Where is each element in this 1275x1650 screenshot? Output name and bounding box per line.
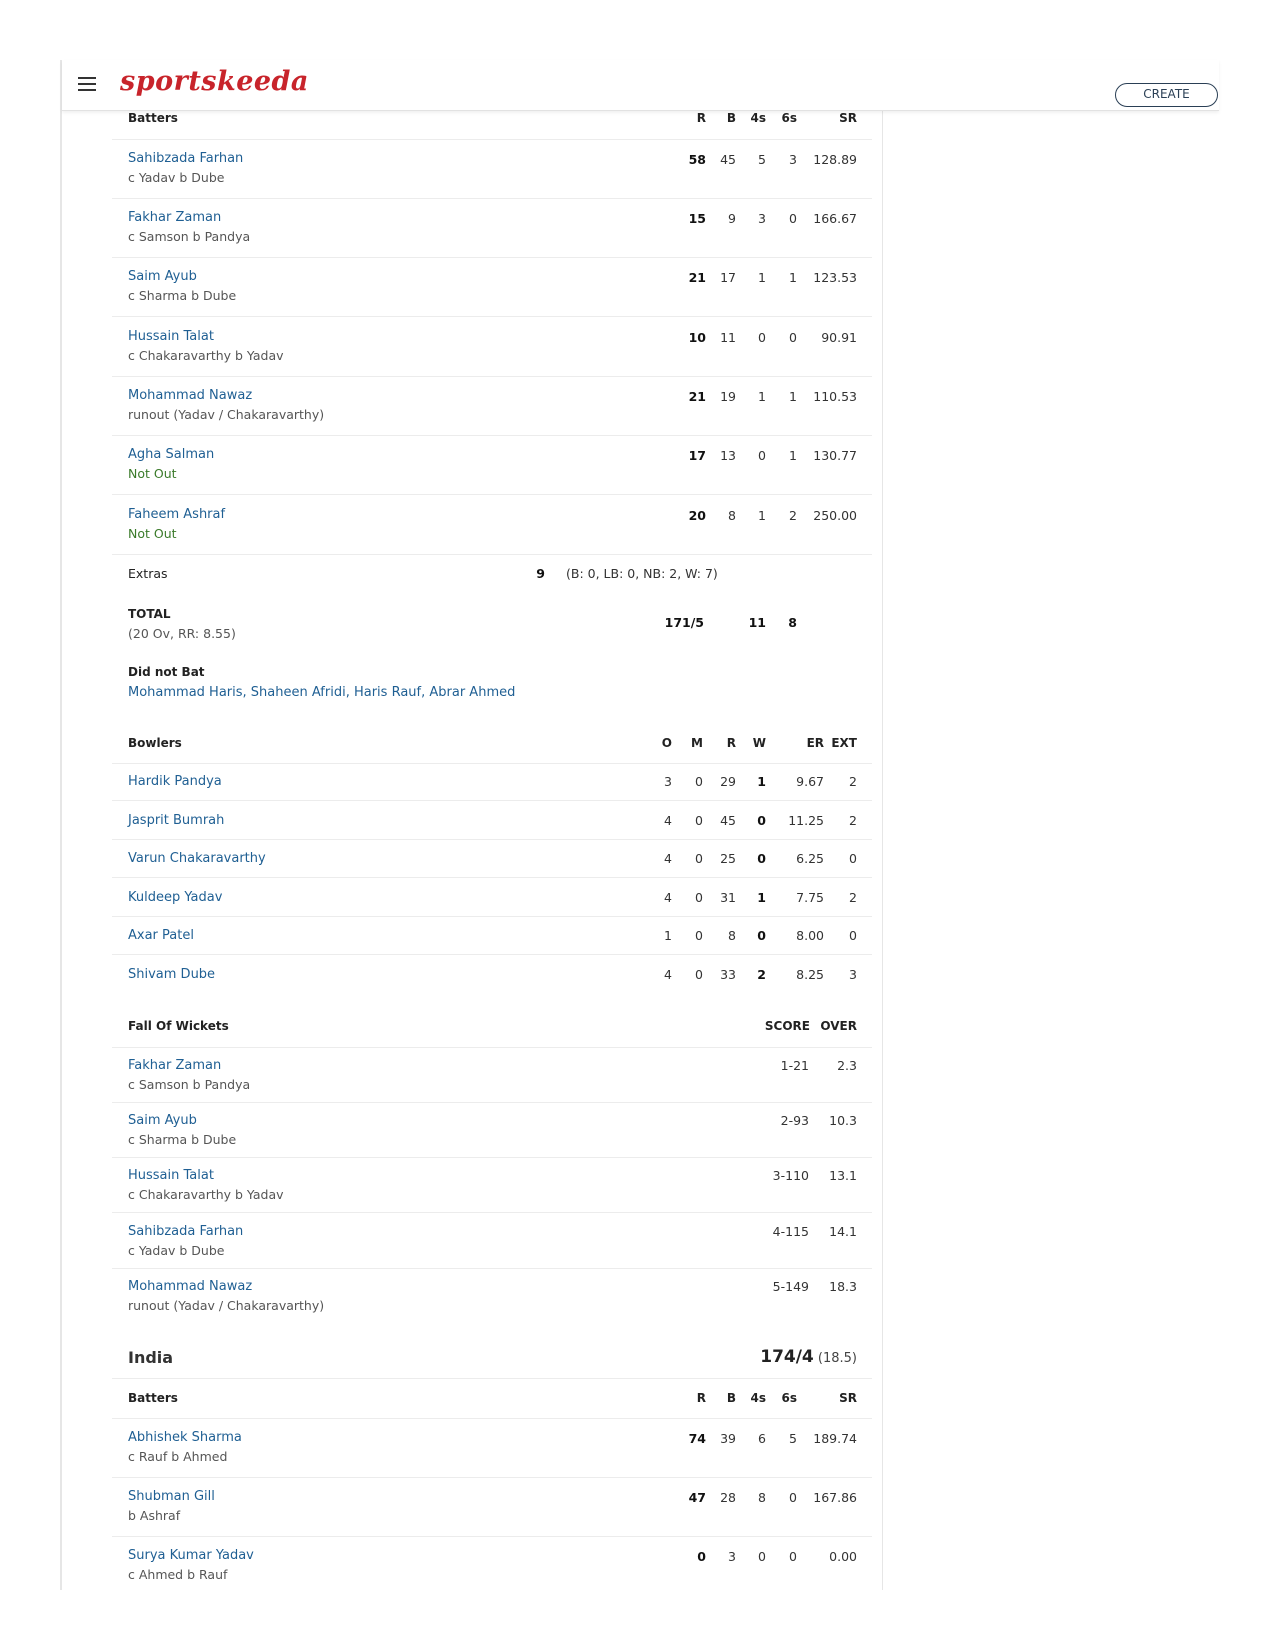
bowler-wickets: 1 — [757, 774, 766, 789]
batter-fours: 1 — [758, 508, 766, 523]
col-header-m: M — [691, 736, 703, 750]
total-detail: (20 Ov, RR: 8.55) — [128, 626, 236, 641]
bowler-wickets: 0 — [757, 851, 766, 867]
bowler-wickets: 2 — [757, 967, 766, 982]
fow-batter-link[interactable]: Mohammad Nawaz — [128, 1278, 253, 1294]
batters-header: Batters — [128, 111, 178, 125]
bowler-runs: 45 — [720, 812, 736, 828]
fall-of-wickets-header: Fall Of Wickets — [128, 1019, 229, 1033]
col-header-b: B — [726, 111, 736, 125]
did-not-bat-list: Mohammad Haris, Shaheen Afridi, Haris Rauf, Abrar Ahmed — [128, 685, 516, 700]
extras-label: Extras — [128, 566, 168, 581]
batter-name-link[interactable]: Sahibzada Farhan — [128, 151, 244, 166]
team-name-india: India — [128, 1348, 174, 1367]
batter-name-link[interactable]: Mohammad Nawaz — [128, 388, 253, 403]
batter-runs: 21 — [688, 270, 706, 285]
col-header-ext: EXT — [831, 736, 857, 750]
dismissal-text: c Ahmed b Rauf — [128, 1567, 228, 1582]
batter-balls: 17 — [720, 270, 736, 285]
bowler-extras: 2 — [849, 774, 857, 789]
fow-over: 13.1 — [829, 1168, 857, 1184]
col-header-r: R — [696, 1391, 706, 1405]
batter-fours: 1 — [758, 270, 766, 285]
dismissal-text: c Samson b Pandya — [128, 229, 251, 244]
dismissal-text: c Yadav b Dube — [128, 1242, 225, 1258]
table-row-divider — [112, 1102, 872, 1103]
batter-sixes: 0 — [789, 330, 797, 345]
dismissal-text: c Yadav b Dube — [128, 170, 225, 185]
col-header-o: O — [661, 736, 672, 750]
fow-over: 10.3 — [829, 1113, 857, 1129]
batter-fours: 1 — [758, 389, 766, 404]
batter-strike-rate: 123.53 — [813, 270, 857, 285]
extras-value: 9 — [536, 566, 545, 581]
col-header-6s: 6s — [781, 111, 797, 125]
bowler-wickets: 0 — [757, 812, 766, 828]
bowler-name-link[interactable]: Axar Patel — [128, 928, 194, 944]
table-row-divider — [112, 494, 872, 495]
dismissal-text: c Sharma b Dube — [128, 1132, 237, 1148]
did-not-bat-label: Did not Bat — [128, 665, 205, 679]
bowler-overs: 1 — [664, 928, 672, 944]
col-header-w: W — [752, 736, 766, 750]
bowler-maidens: 0 — [695, 889, 703, 905]
batter-runs: 47 — [688, 1490, 706, 1505]
header-divider — [112, 763, 872, 764]
page-left-border — [60, 60, 62, 1590]
fow-over: 18.3 — [829, 1278, 857, 1294]
batter-runs: 21 — [688, 389, 706, 404]
batter-strike-rate: 128.89 — [813, 152, 857, 167]
batter-name-link[interactable]: Agha Salman — [128, 447, 215, 462]
col-header-r: R — [696, 111, 706, 125]
dismissal-text: c Chakaravarthy b Yadav — [128, 348, 284, 363]
batter-fours: 3 — [758, 211, 766, 226]
india-score-runs: 174/4 — [760, 1347, 814, 1367]
total-score: 171/5 — [664, 615, 704, 630]
batter-name-link[interactable]: Saim Ayub — [128, 269, 197, 284]
dismissal-text: c Rauf b Ahmed — [128, 1449, 228, 1464]
table-row-divider — [112, 800, 872, 801]
bowler-maidens: 0 — [695, 812, 703, 828]
table-row-divider — [112, 1477, 872, 1478]
bowler-economy: 8.00 — [796, 928, 824, 944]
dismissal-text: c Samson b Pandya — [128, 1077, 251, 1092]
total-sixes: 8 — [788, 615, 797, 630]
col-header-score: SCORE — [764, 1019, 810, 1033]
batter-fours: 0 — [758, 1549, 766, 1564]
batter-fours: 0 — [758, 448, 766, 463]
batter-fours: 5 — [758, 152, 766, 167]
batter-strike-rate: 166.67 — [813, 211, 857, 226]
col-header-er: ER — [806, 736, 824, 750]
bowler-overs: 4 — [664, 967, 672, 982]
dismissal-text: runout (Yadav / Chakaravarthy) — [128, 407, 325, 422]
bowler-economy: 9.67 — [796, 774, 824, 789]
not-out-status: Not Out — [128, 526, 177, 541]
col-header-sr: SR — [839, 111, 857, 125]
fow-batter-link[interactable]: Fakhar Zaman — [128, 1058, 222, 1073]
batter-fours: 0 — [758, 330, 766, 345]
batter-fours: 6 — [758, 1431, 766, 1446]
fow-score: 3-110 — [772, 1168, 809, 1184]
bowler-name-link[interactable]: Kuldeep Yadav — [128, 889, 223, 905]
fow-score: 4-115 — [772, 1223, 809, 1239]
batters-header: Batters — [128, 1391, 178, 1405]
bowler-extras: 2 — [849, 812, 857, 828]
table-row-divider — [112, 839, 872, 840]
batter-runs: 58 — [688, 152, 706, 167]
site-header — [62, 60, 1219, 111]
did-not-bat-player-link[interactable]: Abrar Ahmed — [429, 685, 516, 700]
batter-fours: 8 — [758, 1490, 766, 1505]
batter-sixes: 0 — [789, 1490, 797, 1505]
batter-balls: 45 — [720, 152, 736, 167]
batter-balls: 39 — [720, 1431, 736, 1446]
bowler-runs: 31 — [720, 889, 736, 905]
create-button[interactable]: CREATE — [1115, 83, 1218, 107]
table-row-divider — [112, 376, 872, 377]
bowler-runs: 8 — [728, 928, 736, 944]
hamburger-menu-icon[interactable] — [78, 77, 96, 91]
col-header-over: OVER — [820, 1019, 857, 1033]
table-row-divider — [112, 316, 872, 317]
batter-runs: 17 — [688, 448, 706, 463]
dismissal-text: c Chakaravarthy b Yadav — [128, 1187, 284, 1203]
batter-name-link[interactable]: Fakhar Zaman — [128, 210, 222, 225]
batter-runs: 15 — [688, 211, 706, 226]
did-not-bat-player-link[interactable]: Shaheen Afridi — [250, 685, 346, 700]
bowlers-header: Bowlers — [128, 736, 182, 750]
batter-strike-rate: 110.53 — [813, 389, 857, 404]
col-header-6s: 6s — [781, 1391, 797, 1405]
batter-balls: 13 — [720, 448, 736, 463]
table-row-divider — [112, 198, 872, 199]
batter-balls: 19 — [720, 389, 736, 404]
batter-sixes: 1 — [789, 270, 797, 285]
team-divider — [112, 1378, 872, 1379]
fow-score: 1-21 — [780, 1058, 809, 1073]
bowler-maidens: 0 — [695, 774, 703, 789]
batter-sixes: 2 — [789, 508, 797, 523]
bowler-name-link[interactable]: Shivam Dube — [128, 967, 216, 982]
col-header-r: R — [726, 736, 736, 750]
fow-score: 2-93 — [780, 1113, 809, 1129]
batter-runs: 0 — [697, 1549, 706, 1564]
fow-over: 14.1 — [829, 1223, 857, 1239]
batter-name-link[interactable]: Shubman Gill — [128, 1489, 215, 1504]
did-not-bat-player-link[interactable]: Haris Rauf — [353, 685, 422, 700]
batter-sixes: 0 — [789, 1549, 797, 1564]
batter-name-link[interactable]: Faheem Ashraf — [128, 507, 226, 522]
bowler-wickets: 0 — [757, 928, 766, 944]
batter-sixes: 3 — [789, 152, 797, 167]
bowler-extras: 3 — [849, 967, 857, 982]
dismissal-text: b Ashraf — [128, 1508, 181, 1523]
content-right-border — [882, 110, 883, 1590]
bowler-overs: 4 — [664, 889, 672, 905]
bowler-overs: 4 — [664, 851, 672, 867]
bowler-extras: 2 — [849, 889, 857, 905]
extras-breakdown: (B: 0, LB: 0, NB: 2, W: 7) — [566, 566, 718, 581]
india-team-score — [760, 1347, 857, 1367]
col-header-4s: 4s — [750, 111, 766, 125]
col-header-sr: SR — [839, 1391, 857, 1405]
batter-sixes: 0 — [789, 211, 797, 226]
bowler-economy: 11.25 — [788, 812, 824, 828]
bowler-overs: 4 — [664, 812, 672, 828]
table-row-divider — [112, 257, 872, 258]
fow-batter-link[interactable]: Saim Ayub — [128, 1113, 197, 1129]
fow-score: 5-149 — [772, 1278, 809, 1294]
bowler-name-link[interactable]: Hardik Pandya — [128, 774, 222, 789]
batter-runs: 74 — [688, 1431, 706, 1446]
header-divider — [112, 1047, 872, 1048]
batter-strike-rate: 189.74 — [813, 1431, 857, 1446]
table-row-divider — [112, 554, 872, 555]
batter-name-link[interactable]: Hussain Talat — [128, 329, 214, 344]
table-row-divider — [112, 916, 872, 917]
not-out-status: Not Out — [128, 466, 177, 481]
bowler-runs: 25 — [720, 851, 736, 867]
batter-strike-rate: 0.00 — [829, 1549, 857, 1564]
table-row-divider — [112, 877, 872, 878]
batter-strike-rate: 250.00 — [813, 508, 857, 523]
table-row-divider — [112, 1212, 872, 1213]
batter-sixes: 1 — [789, 389, 797, 404]
bowler-maidens: 0 — [695, 851, 703, 867]
bowler-economy: 6.25 — [796, 851, 824, 867]
india-score-overs: (18.5) — [813, 1351, 857, 1366]
table-row-divider — [112, 435, 872, 436]
dismissal-text: runout (Yadav / Chakaravarthy) — [128, 1297, 325, 1313]
col-header-b: B — [726, 1391, 736, 1405]
sportskeeda-logo[interactable]: sportskeeda — [120, 66, 309, 97]
table-row-divider — [112, 954, 872, 955]
bowler-extras: 0 — [849, 851, 857, 867]
header-divider — [112, 1418, 872, 1419]
bowler-runs: 33 — [720, 967, 736, 982]
batter-runs: 10 — [688, 330, 706, 345]
bowler-maidens: 0 — [695, 928, 703, 944]
dismissal-text: c Sharma b Dube — [128, 288, 237, 303]
bowler-name-link[interactable]: Varun Chakaravarthy — [128, 851, 266, 867]
bowler-runs: 29 — [720, 774, 736, 789]
bowler-economy: 8.25 — [796, 967, 824, 982]
batter-balls: 28 — [720, 1490, 736, 1505]
batter-strike-rate: 167.86 — [813, 1490, 857, 1505]
batter-runs: 20 — [688, 508, 706, 523]
batter-balls: 8 — [728, 508, 736, 523]
bowler-maidens: 0 — [695, 967, 703, 982]
fow-batter-link[interactable]: Sahibzada Farhan — [128, 1223, 244, 1239]
batter-name-link[interactable]: Abhishek Sharma — [128, 1430, 242, 1445]
batter-balls: 11 — [720, 330, 736, 345]
fow-batter-link[interactable]: Hussain Talat — [128, 1168, 214, 1184]
total-fours: 11 — [748, 615, 766, 630]
bowler-name-link[interactable]: Jasprit Bumrah — [128, 812, 225, 828]
bowler-extras: 0 — [849, 928, 857, 944]
table-row-divider — [112, 1536, 872, 1537]
bowler-economy: 7.75 — [796, 889, 824, 905]
bowler-overs: 3 — [664, 774, 672, 789]
batter-balls: 9 — [728, 211, 736, 226]
batter-balls: 3 — [728, 1549, 736, 1564]
table-row-divider — [112, 1268, 872, 1269]
table-row-divider — [112, 1157, 872, 1158]
batter-name-link[interactable]: Surya Kumar Yadav — [128, 1548, 254, 1563]
bowler-wickets: 1 — [757, 889, 766, 905]
total-label: TOTAL — [128, 607, 171, 621]
did-not-bat-player-link[interactable]: Mohammad Haris — [128, 685, 243, 700]
batter-strike-rate: 90.91 — [821, 330, 857, 345]
batter-strike-rate: 130.77 — [813, 448, 857, 463]
fow-over: 2.3 — [837, 1058, 857, 1073]
batter-sixes: 5 — [789, 1431, 797, 1446]
header-divider — [112, 139, 872, 140]
col-header-4s: 4s — [750, 1391, 766, 1405]
batter-sixes: 1 — [789, 448, 797, 463]
